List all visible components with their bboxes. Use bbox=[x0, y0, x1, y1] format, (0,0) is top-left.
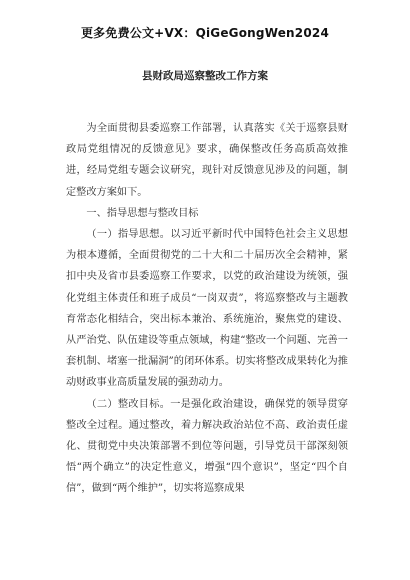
rectification-goals-paragraph: （二）整改目标。一是强化政治建设，确保党的领导贯穿整改全过程。通过整改，着力解决政治站位不高、政治责任虚化、贯彻党中央决策部署不到位等问题，引导党员干部深刻领悟“两个确立”的决定性意义，增强“四个意识”，坚定“四个自信”，做到“两个维护”，切实将巡察成果 bbox=[66, 398, 348, 495]
intro-paragraph: 为全面贯彻县委巡察工作部署，认真落实《关于巡察县财政局党组情况的反馈意见》要求，确保整改任务高质高效推进，经局党组专题会议研究，现针对反馈意见涉及的问题，制定整改方案如下。 bbox=[66, 123, 348, 198]
guiding-thought-paragraph: （一）指导思想。以习近平新时代中国特色社会主义思想为根本遵循，全面贯彻党的二十大和二十届历次全会精神，紧扣中央及省市县委巡察工作要求，以党的政治建设为统领，强化党组主体责任和班子成员“一岗双责”，将巡察整改与主题教育常态化相结合，突出标本兼治、系统施治，聚焦党的建设、从严治党、队伍建设等重点领域，构建“整改一个问题、完善一套机制、堵塞一批漏洞”的闭环体系。切实将整改成果转化为推动财政事业高质量发展的强劲动力。 bbox=[66, 229, 348, 389]
section-heading-1: 一、指导思想与整改目标 bbox=[86, 207, 199, 219]
document-body bbox=[66, 118, 348, 500]
watermark-text: 更多免费公文+VX：QiGeGongWen2024 bbox=[80, 26, 329, 40]
document-title: 县财政局巡察整改工作方案 bbox=[142, 70, 268, 82]
